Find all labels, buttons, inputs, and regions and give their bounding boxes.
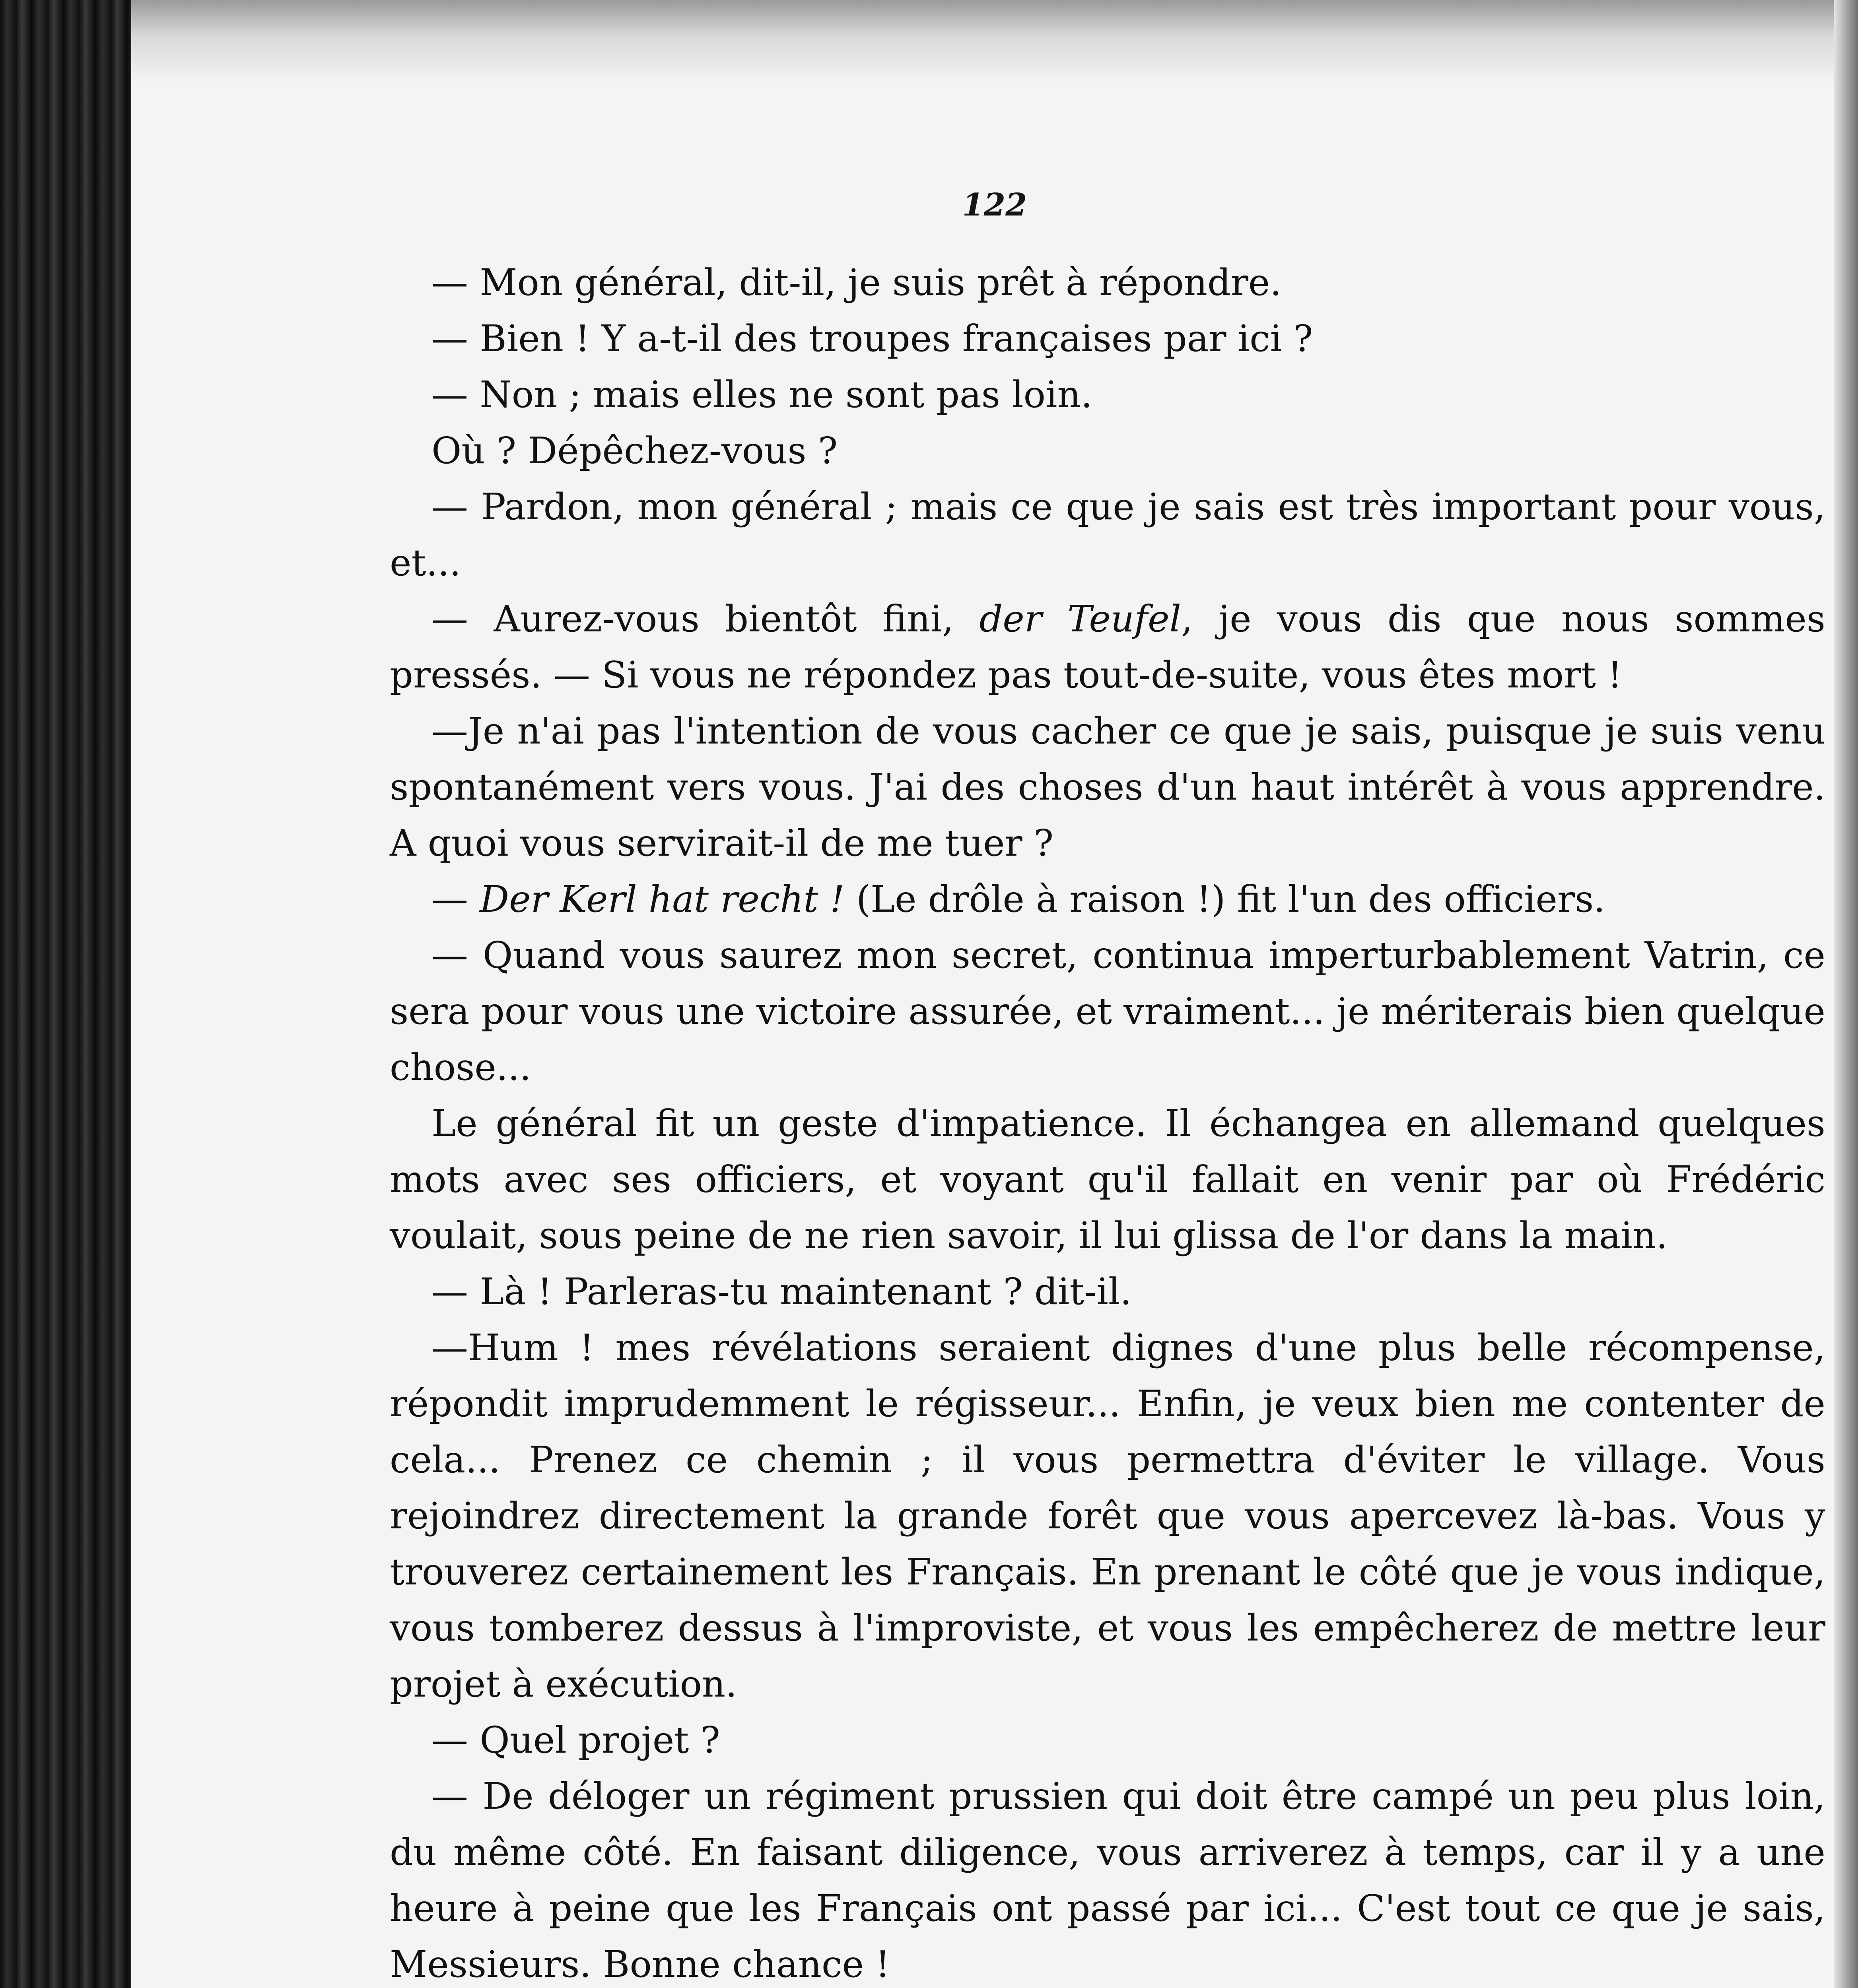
book-page [131,0,1858,1988]
paragraph-text: — Si vous ne répondez pas tout-de-suite, vous êtes mort ! [553,654,1623,696]
paragraph: — Non ; mais elles ne sont pas loin. [431,373,1092,416]
paragraph-text [845,878,856,920]
paragraph-text: — Aurez-vous bientôt fini, [431,598,980,640]
paragraph-text: , je vous dis que nous sommes pressés. [390,598,1826,696]
paragraph: Où ? Dépêchez-vous ? [431,429,838,472]
paragraph: — Pardon, mon général ; mais ce que je sais est très important pour vous, et... [390,485,1825,584]
page-number: 122 [962,187,1027,223]
paragraph-text: (Le drôle à raison !) fit l'un des officiers. [856,878,1605,920]
paragraph: — Là ! Parleras-tu maintenant ? dit-il. [431,1270,1132,1313]
paragraph: —Je n'ai pas l'intention de vous cacher ce que je sais, puisque je suis venu spontanément vers vous. J'ai des choses d'un haut intérêt à vous apprendre. A quoi vous servirait-il de me tuer ? [390,710,1825,864]
paragraph: — Quand vous saurez mon secret, continua imperturbablement Vatrin, ce sera pour vous une victoire assurée, et vraiment... je mériterais bien quelque chose... [390,934,1825,1089]
paragraph-italic: der Teufel [979,598,1181,640]
page-top-shadow [131,0,1858,83]
paragraph: Le général fit un geste d'impatience. Il échangea en allemand quelques mots avec ses officiers, et voyant qu'il fallait en venir par où Frédéric voulait, sous peine de ne rien savoir, il lui glissa de l'or dans la main. [390,1102,1825,1257]
paragraph [390,591,1825,703]
paragraph: — Bien ! Y a-t-il des troupes françaises par ici ? [431,317,1313,360]
paragraph: —Hum ! mes révélations seraient dignes d'une plus belle récompense, répondit imprudemment le régisseur... Enfin, je veux bien me contenter de cela... Prenez ce chemin ; il vous permettra d'éviter le village. Vous rejoindrez directement la grande forêt que vous apercevez là-bas. Vous y trouverez certainement les Français. En prenant le côté que je vous indique, vous tomberez dessus à l'improviste, et vous les empêcherez de mettre leur projet à exécution. [390,1326,1825,1705]
page-right-edge [1834,0,1858,1988]
paragraph: — Quel projet ? [431,1719,720,1761]
paragraph [390,871,1825,927]
book-binding [0,0,131,1988]
paragraph: — Mon général, dit-il, je suis prêt à répondre. [431,261,1282,304]
paragraph-italic: Der Kerl hat recht ! [480,878,845,920]
paragraph-text: — [431,878,480,920]
body-text [390,254,1825,1988]
paragraph: — De déloger un régiment prussien qui doit être campé un peu plus loin, du même côté. En faisant diligence, vous arriverez à temps, car il y a une heure à peine que les Français ont passé par ici... C'est tout ce que je sais, Messieurs. Bonne chance ! [390,1775,1825,1986]
